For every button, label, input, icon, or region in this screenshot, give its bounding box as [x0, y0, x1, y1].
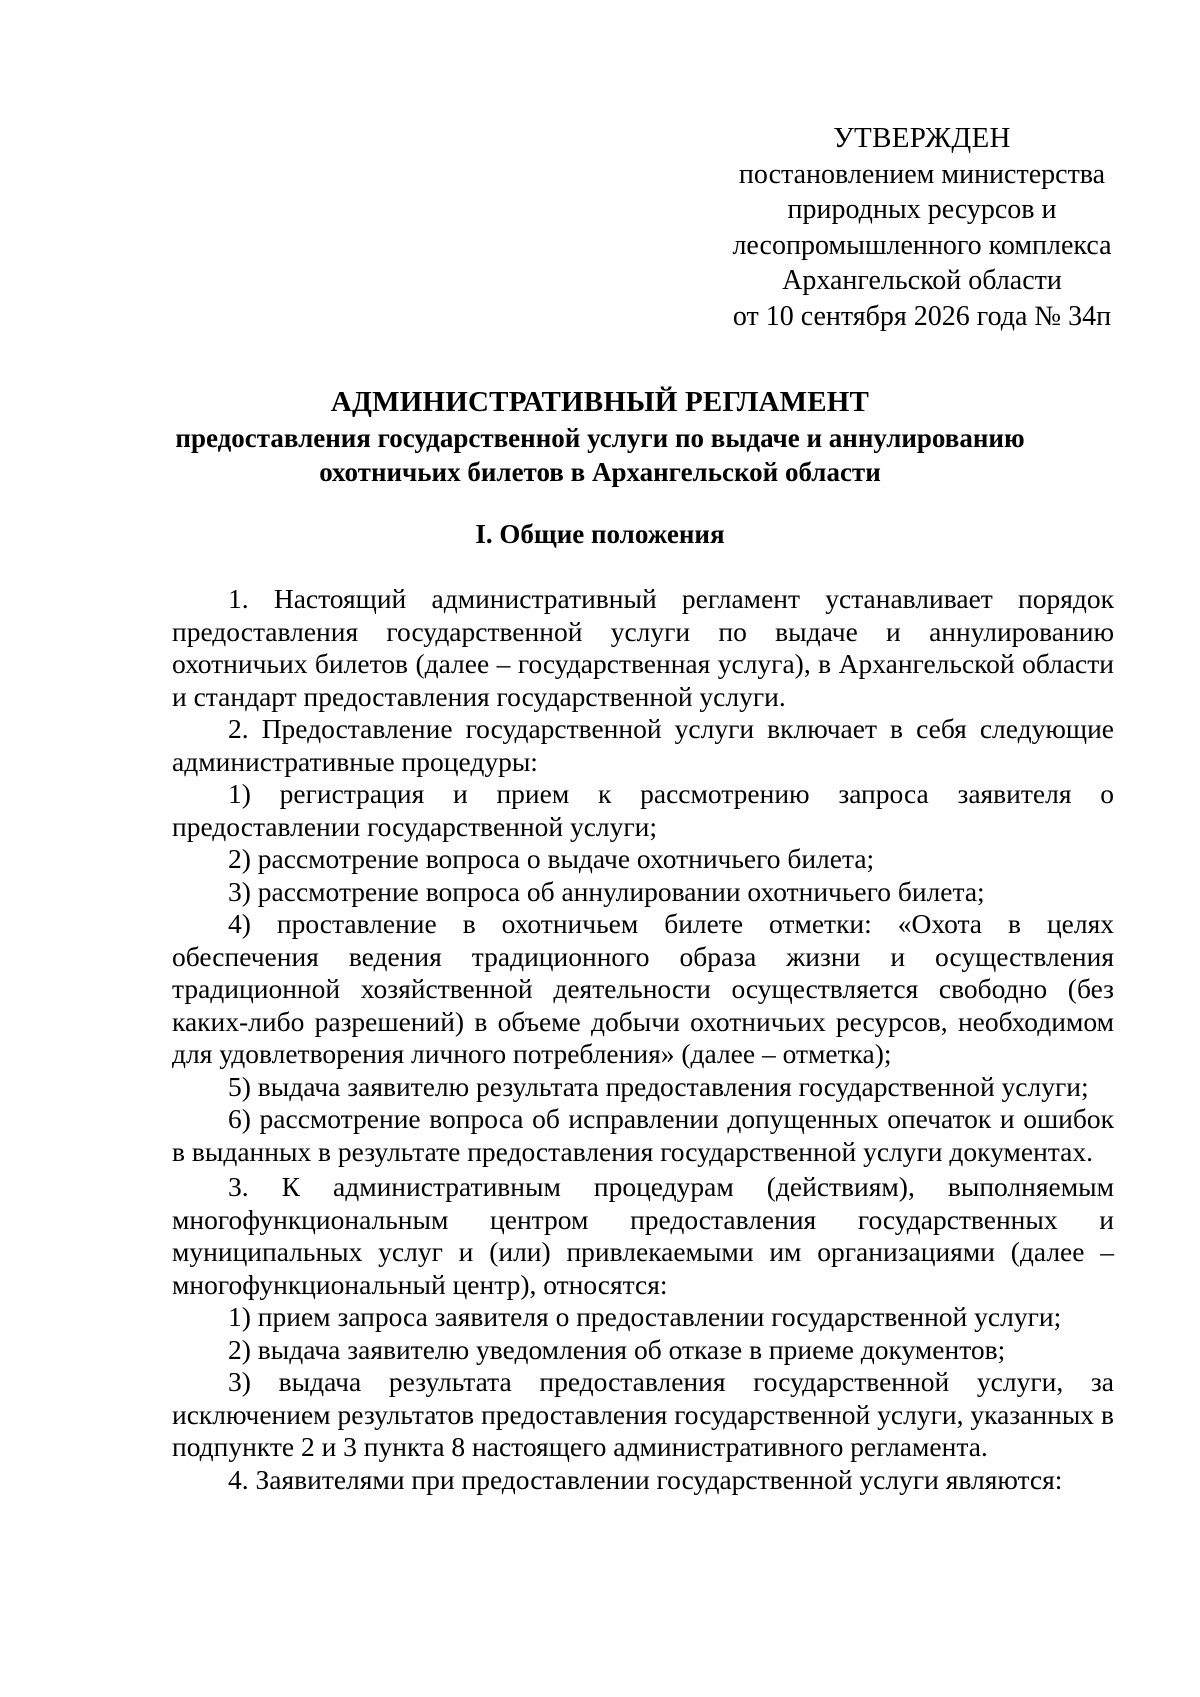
list-item: 3) выдача результата предоставления государственной услуги, за исключением результатов предоставления государственной услуги, указанных в подпункте 2 и 3 пункта 8 настоящего административного регламента. [172, 1366, 1114, 1462]
approval-stamp [712, 121, 1132, 334]
list-item: 1) регистрация и прием к рассмотрению запроса заявителя о предоставлении государственной услуги; [172, 778, 1114, 842]
paragraph: 2. Предоставление государственной услуги включает в себя следующие административные процедуры: [172, 713, 1114, 777]
list-item: 4) проставление в охотничьем билете отметки: «Охота в целях обеспечения ведения традиционного образа жизни и осуществления традиционной хозяйственной деятельности осуществляется свободно (без каких-либо разрешений) в объеме добычи охотничьих ресурсов, необходимом для удовлетворения личного потребления» (далее – отметка); [172, 908, 1114, 1069]
approval-line: постановлением министерства [738, 158, 1106, 190]
approval-line: Архангельской области [782, 265, 1062, 296]
list-item: 2) рассмотрение вопроса о выдаче охотничьего билета; [228, 843, 875, 874]
document-subtitle-line: предоставления государственной услуги по выдаче и аннулированию [175, 423, 1025, 453]
section-heading: I. Общие положения [475, 519, 725, 549]
list-item: 3) рассмотрение вопроса об аннулировании охотничьего билета; [228, 875, 985, 907]
list-item: 1) прием запроса заявителя о предоставлении государственной услуги; [228, 1301, 1062, 1332]
list-item: 6) рассмотрение вопроса об исправлении допущенных опечаток и ошибок в выданных в результате предоставления государственной услуги документах. [172, 1103, 1114, 1167]
document-title: АДМИНИСТРАТИВНЫЙ РЕГЛАМЕНТ [330, 386, 870, 418]
list-item: 2) выдача заявителю уведомления об отказе в приеме документов; [228, 1333, 1006, 1365]
approval-date-line: от 10 сентября 2026 года № 34п [732, 300, 1112, 332]
list-item: 5) выдача заявителю результата предоставления государственной услуги; [228, 1070, 1089, 1102]
approval-title: УТВЕРЖДЕН [833, 122, 1011, 154]
paragraph: 4. Заявителями при предоставлении государственной услуги являются: [228, 1463, 1063, 1495]
body-text [172, 583, 1114, 1496]
approval-line: лесопромышленного комплекса [732, 229, 1112, 261]
document-subtitle-line: охотничьих билетов в Архангельской области [319, 457, 881, 487]
approval-line: природных ресурсов и [787, 194, 1057, 225]
document-title-block [150, 383, 1050, 489]
paragraph: 3. К административным процедурам (действиям), выполняемым многофункциональным центром предоставления государственных и муниципальных услуг и (или) привлекаемыми им организациями (далее – многофункциональный центр), относятся: [172, 1171, 1114, 1300]
paragraph: 1. Настоящий административный регламент устанавливает порядок предоставления государственной услуги по выдаче и аннулированию охотничьих билетов (далее – государственная услуга), в Архангельской области и стандарт предоставления государственной услуги. [172, 583, 1114, 712]
